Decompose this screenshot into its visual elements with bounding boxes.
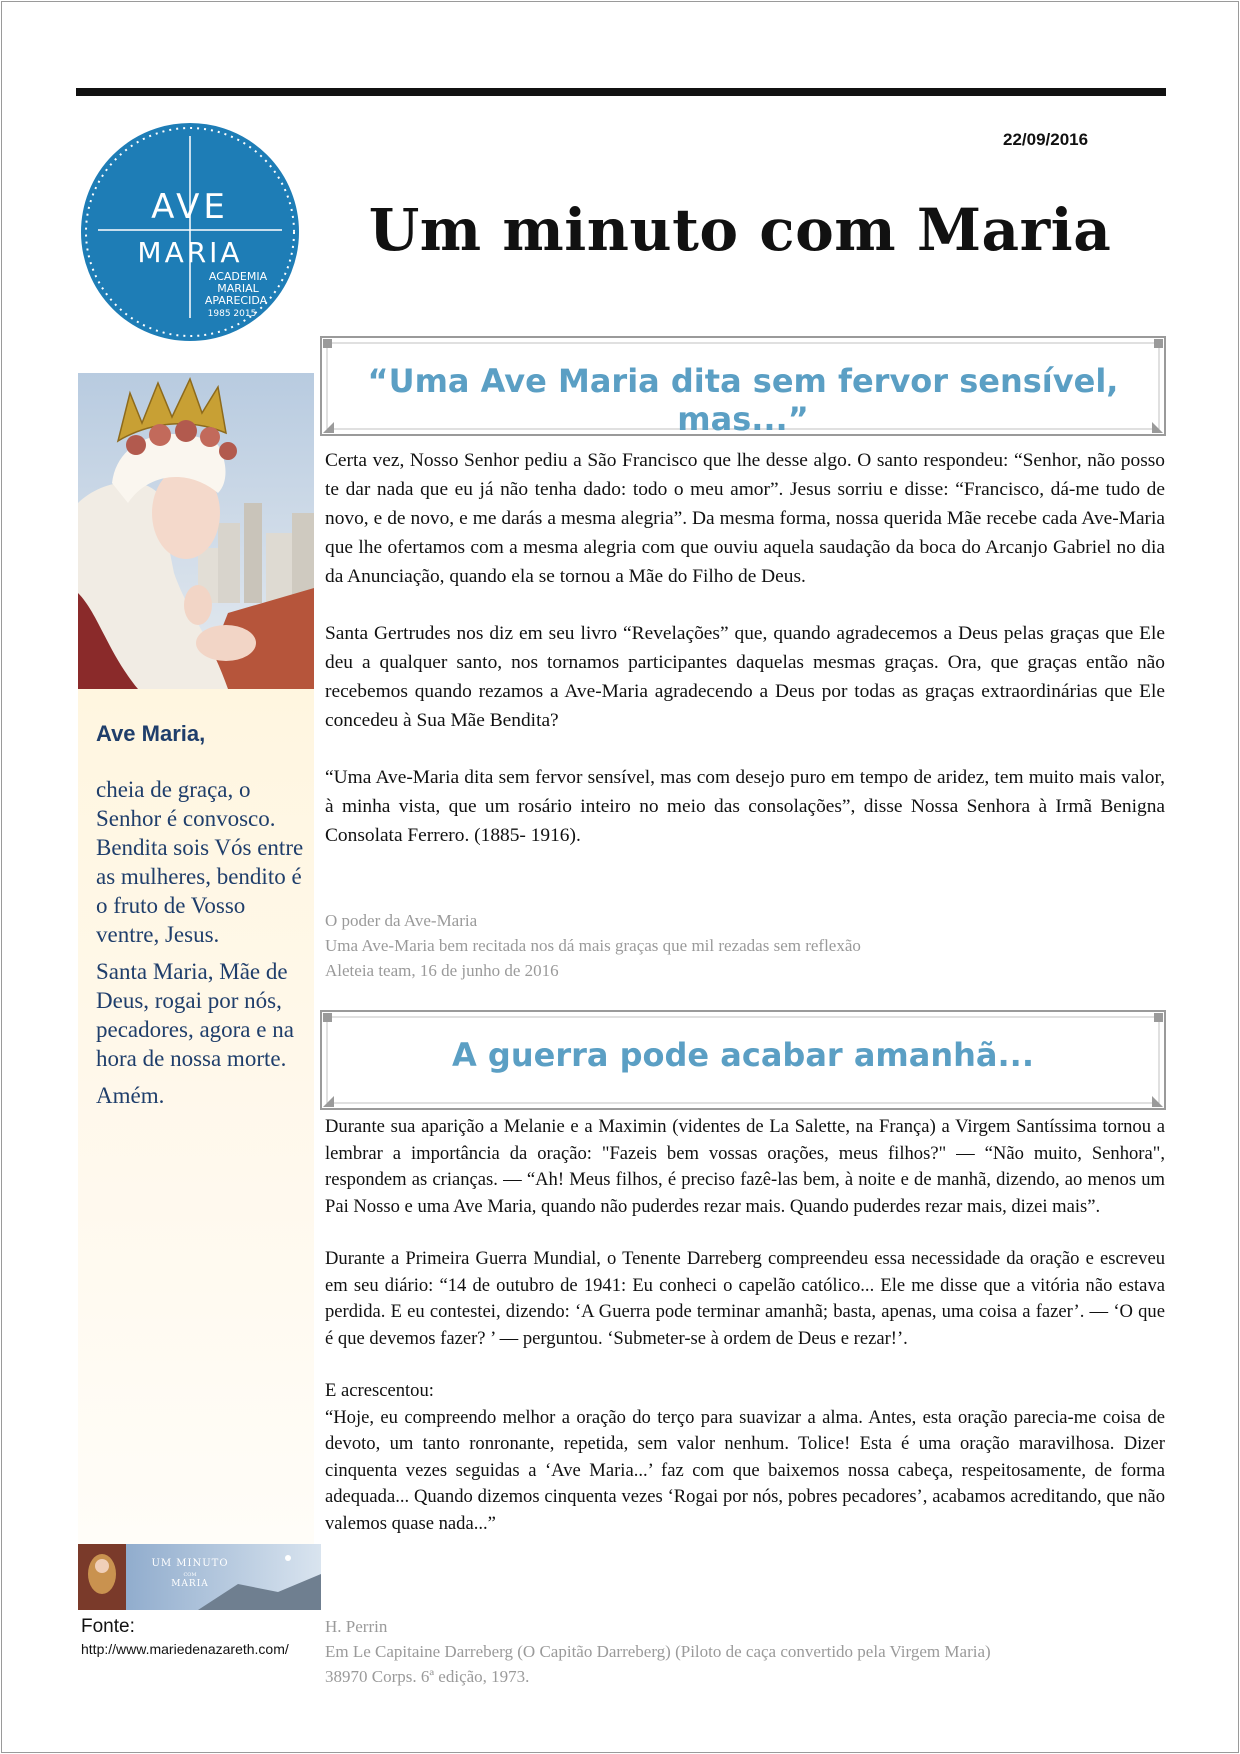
article2-paragraph: Durante a Primeira Guerra Mundial, o Tenente Darreberg compreendeu essa necessidade da oração e escreveu em seu diário: “14 de outubro de 1941: Eu conheci o capelão católico... Ele me disse que a vitória não estava perdida. E eu contestei, dizendo: ‘A Guerra pode terminar amanhã; basta, apenas, uma coisa a fazer’. — ‘O que é que devemos fazer? ’ — perguntou. ‘Submeter-se à ordem de Deus e rezar!’. [325, 1248, 1165, 1349]
prayer-panel [78, 689, 314, 1544]
article2-body [325, 1114, 1165, 1537]
article2-paragraph: “Hoje, eu compreendo melhor a oração do terço para suavizar a alma. Antes, esta oração parecia-me coisa de devoto, um tanto ronronante, repetida, sem valor nenhum. Tolice! Esta é uma oração maravilhosa. Dizer cinquenta vezes seguidas a ‘Ave Maria...’ faz com que baixemos nossa cabeça, respeitosamente, de forma adequada... Quando dizemos cinquenta vezes ‘Rogai por nós, pobres pecadores’, acabamos acreditando, que não valemos quase nada...” [325, 1406, 1165, 1534]
prayer-paragraph: Amém. [96, 1083, 165, 1108]
logo-subtitle3: APARECIDA [204, 294, 268, 307]
ave-maria-logo [76, 118, 304, 346]
prayer-paragraph: cheia de graça, o Senhor é convosco. Bendita sois Vós entre as mulheres, bendito é o fruto de Vosso ventre, Jesus. [96, 777, 304, 947]
source-line: H. Perrin [325, 1617, 388, 1636]
article2-source [325, 1614, 1165, 1689]
prayer-paragraph: Santa Maria, Mãe de Deus, rogai por nós, pecadores, agora e na hora de nossa morte. [96, 959, 294, 1071]
um-minuto-com-maria-banner [78, 1544, 321, 1610]
article2-paragraph: Durante sua aparição a Melanie e a Maximin (videntes de La Salette, na França) a Virgem Santíssima tornou a lembrar a importância da oração: "Fazeis bem vossas orações, meus filhos?" — “Não muito, Senhora", respondem as crianças. — “Ah! Meus filhos, é preciso fazê-las bem, à noite e de manhã, dizendo, ao menos um Pai Nosso e uma Ave Maria, quando não puderdes rezar mais. Quando puderdes rezar mais, dizei mais”. [325, 1116, 1165, 1217]
section-title-2: A guerra pode acabar amanhã... [452, 1036, 1034, 1074]
prayer-text [96, 775, 311, 1118]
article1-body [325, 446, 1165, 878]
prayer-title: Ave Maria, [96, 721, 206, 746]
source-line: 38970 Corps. 6ª edição, 1973. [325, 1667, 530, 1686]
article1-paragraph: Santa Gertrudes nos diz em seu livro “Revelações” que, quando agradecemos a Deus pelas graças que Ele deu a qualquer santo, nos tornamos participantes daquelas mesmas graças. Ora, que graças então não recebemos quando rezamos a Ave-Maria agradecendo a Deus por todas as graças extraordinárias que Ele concedeu à Sua Mãe Bendita? [325, 623, 1165, 731]
source-label: Fonte: [81, 1616, 135, 1637]
logo-line1: AVE [151, 187, 229, 227]
page-title: Um minuto com Maria [368, 196, 1112, 264]
source-line: Aleteia team, 16 de junho de 2016 [325, 961, 559, 980]
logo-years: 1985 2015 [207, 309, 257, 319]
banner-line1: UM MINUTO [151, 1558, 229, 1569]
article1-paragraph: Certa vez, Nosso Senhor pediu a São Francisco que lhe desse algo. O santo respondeu: “Senhor, não posso te dar nada que eu já não tenha dado: todo o meu amor”. Jesus sorriu e disse: “Francisco, dá-me tudo de novo, e de novo, e me darás a mesma alegria”. Da mesma forma, nossa querida Mãe recebe cada Ave-Maria que lhe ofertamos com a mesma alegria com que ouviu aquela saudação da boca do Arcanjo Gabriel no dia da Anunciação, quando ela se tornou a Mãe do Filho de Deus. [325, 450, 1165, 587]
logo-subtitle2: MARIAL [217, 282, 259, 295]
mary-statue-photo [78, 373, 314, 689]
source-line: Uma Ave-Maria bem recitada nos dá mais graças que mil rezadas sem reflexão [325, 936, 861, 955]
source-line: Em Le Capitaine Darreberg (O Capitão Darreberg) (Piloto de caça convertido pela Virgem Maria) [325, 1642, 991, 1661]
logo-subtitle1: ACADEMIA [208, 270, 268, 283]
banner-line3: MARIA [171, 1579, 209, 1589]
article1-source [325, 908, 1165, 983]
banner-line2: COM [183, 1572, 197, 1578]
source-url[interactable]: http://www.mariedenazareth.com/ [81, 1641, 289, 1657]
article2-paragraph: E acrescentou: [325, 1380, 434, 1401]
article1-paragraph: “Uma Ave-Maria dita sem fervor sensível, mas com desejo puro em tempo de aridez, tem muito mais valor, à minha vista, que um rosário inteiro no meio das consolações”, disse Nossa Senhora à Irmã Benigna Consolata Ferrero. (1885- 1916). [325, 767, 1165, 846]
source-line: O poder da Ave-Maria [325, 911, 478, 930]
date: 22/09/2016 [1003, 130, 1089, 149]
logo-line2: MARIA [137, 236, 243, 269]
section-title-1: “Uma Ave Maria dita sem fervor sensível, mas...” [367, 362, 1119, 438]
top-rule [76, 88, 1166, 96]
